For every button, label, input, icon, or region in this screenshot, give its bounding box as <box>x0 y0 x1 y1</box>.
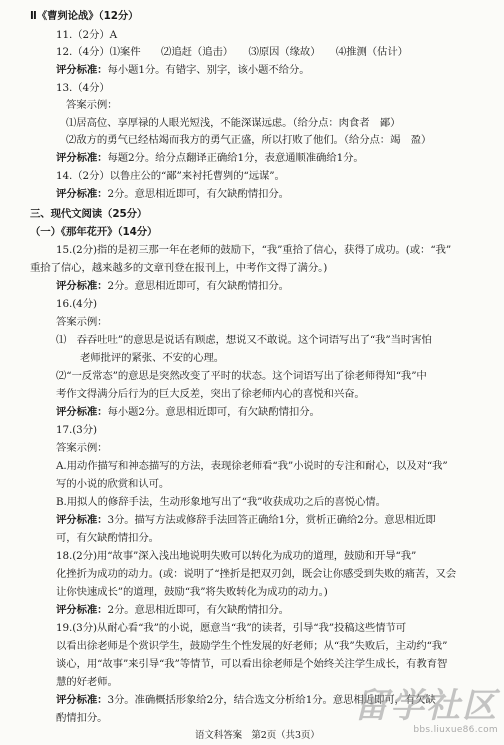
answer-example-label: 答案示例： <box>56 316 108 328</box>
scoring-q16 <box>56 406 320 419</box>
answer-q18-line3: 让你快速成长”的道理，鼓励“我”将失败转化为成功的动力。) <box>56 586 328 598</box>
scoring-text: 每题2分。给分点翻译正确给1分，表意通顺准确给1分。 <box>107 152 364 164</box>
scoring-text: 2分。意思相近即可，有欠缺酌情扣分。 <box>107 280 289 292</box>
scoring-q13 <box>56 152 364 165</box>
answer-q13-2: ⑵敌方的勇气已经枯竭而我方的勇气正盛，所以打败了他们。（给分点：竭 盈） <box>66 134 432 146</box>
scoring-q17-line1 <box>56 514 436 527</box>
scoring-label: 评分标准： <box>56 188 108 200</box>
scoring-text: 2分。意思相近即可，有欠缺酌情扣分。 <box>107 604 289 616</box>
answer-q19-line2: 以看出徐老师是个赏识学生，鼓励学生个性发展的好老师；从“我”失败后，主动约“我” <box>56 640 448 652</box>
scoring-label: 评分标准： <box>56 152 108 164</box>
answer-q17-a-line1: A.用动作描写和神态描写的方法，表现徐老师看“我”小说时的专注和耐心，以及对“我” <box>56 460 448 472</box>
answer-q16: 16.(4分) <box>56 298 97 310</box>
answer-q17-b: B.用拟人的修辞手法，生动形象地写出了“我”收获成功之后的喜悦心情。 <box>56 496 386 508</box>
scoring-text: 每小题1分。有错字、别字，该小题不给分。 <box>107 64 310 76</box>
answer-q19-line1: 19.(3分)从耐心看“我”的小说，愿意当“我”的读者，引导“我”投稿这些情节可 <box>56 622 407 634</box>
watermark-url: bbs.liuxue86.com <box>413 725 498 735</box>
section-heading-cao-gui: Ⅱ《曹刿论战》（12分） <box>30 10 139 22</box>
answer-q14: 14.（2分）以鲁庄公的“鄙”来衬托曹刿的“远谋”。 <box>56 170 285 182</box>
scoring-label: 评分标准： <box>56 64 108 76</box>
answer-example-label: 答案示例： <box>66 99 118 111</box>
answer-q15-line2: 重拾了信心，越来越多的文章刊登在报刊上，中考作文得了满分。) <box>30 262 328 274</box>
subsection-heading-na-nian-hua-kai: （一）《那年花开》（14分） <box>30 226 158 238</box>
answer-q12: 12.（4分）⑴案件 ⑵追赶（追击） ⑶原因（缘故） ⑷推测（估计） <box>56 46 408 58</box>
scoring-label: 评分标准： <box>56 406 108 418</box>
answer-q16-1-line2: 老师批评的紧张、不安的心理。 <box>80 352 225 364</box>
answer-q16-2-line2: 考作文得满分后行为的巨大反差，突出了徐老师内心的喜悦和兴奋。 <box>56 388 365 400</box>
scoring-text: 每小题2分。意思相近即可，有欠缺酌情扣分。 <box>107 406 320 418</box>
answer-q18-line2: 化挫折为成功的动力。(或：说明了“挫折是把双刃剑，既会让你感受到失败的痛苦，又会 <box>56 568 457 580</box>
answer-q19-line4: 慧的好老师。 <box>56 676 118 688</box>
scoring-q15 <box>56 280 289 293</box>
answer-q19-line3: 谈心，用“故事”来引导“我”等情节，可以看出徐老师是个始终关注学生成长，有教育智 <box>56 658 448 670</box>
scoring-q18 <box>56 604 289 617</box>
answer-q13-1: ⑴居高位、享厚禄的人眼光短浅，不能深谋远虑。（给分点：肉食者 鄙） <box>66 117 401 129</box>
scoring-q14 <box>56 188 289 201</box>
answer-q16-1-line1: ⑴ 吞吞吐吐”的意思是说话有顾虑，想说又不敢说。这个词语写出了“我”当时害怕 <box>56 334 432 346</box>
answer-q17-a-line2: 写的小说的欣赏和认可。 <box>56 478 170 490</box>
scoring-q19-line2: 酌情扣分。 <box>56 712 108 724</box>
scoring-text: 3分。准确概括形象给2分，结合选文分析给1分。意思相近即可，有欠缺 <box>107 694 436 706</box>
site-watermark <box>348 687 498 739</box>
scoring-text: 2分。意思相近即可，有欠缺酌情扣分。 <box>107 188 289 200</box>
section-heading-modern-reading: 三、现代文阅读（25分） <box>30 208 148 220</box>
page-footer: 语文科答案 第2页（共3页） <box>195 730 320 741</box>
scoring-q12 <box>56 64 309 77</box>
scoring-label: 评分标准： <box>56 694 108 706</box>
scoring-q17-line2: 可，有欠缺酌情扣分。 <box>56 532 159 544</box>
scoring-text: 3分。描写方法或修辞手法回答正确给1分，赏析正确给2分。意思相近即 <box>107 514 436 526</box>
answer-q13: 13.（4分） <box>56 82 110 94</box>
answer-q16-2-line1: ⑵“一反常态”的意思是突然改变了平时的状态。这个词语写出了徐老师得知“我”中 <box>56 370 427 382</box>
answer-q15-line1: 15.(2分)指的是初三那一年在老师的鼓励下，“我”重拾了信心，获得了成功。(或：“我” <box>56 244 452 256</box>
scoring-label: 评分标准： <box>56 514 108 526</box>
scoring-label: 评分标准： <box>56 604 108 616</box>
answer-example-label: 答案示例： <box>56 442 108 454</box>
watermark-brand: 留学社区 <box>354 686 498 726</box>
answer-q17: 17.(3分) <box>56 424 97 436</box>
scoring-label: 评分标准： <box>56 280 108 292</box>
answer-q18-line1: 18.(2分)用“故事”深入浅出地说明失败可以转化为成功的道理，鼓励和开导“我” <box>56 550 417 562</box>
answer-q11: 11.（2分）A <box>56 29 118 41</box>
